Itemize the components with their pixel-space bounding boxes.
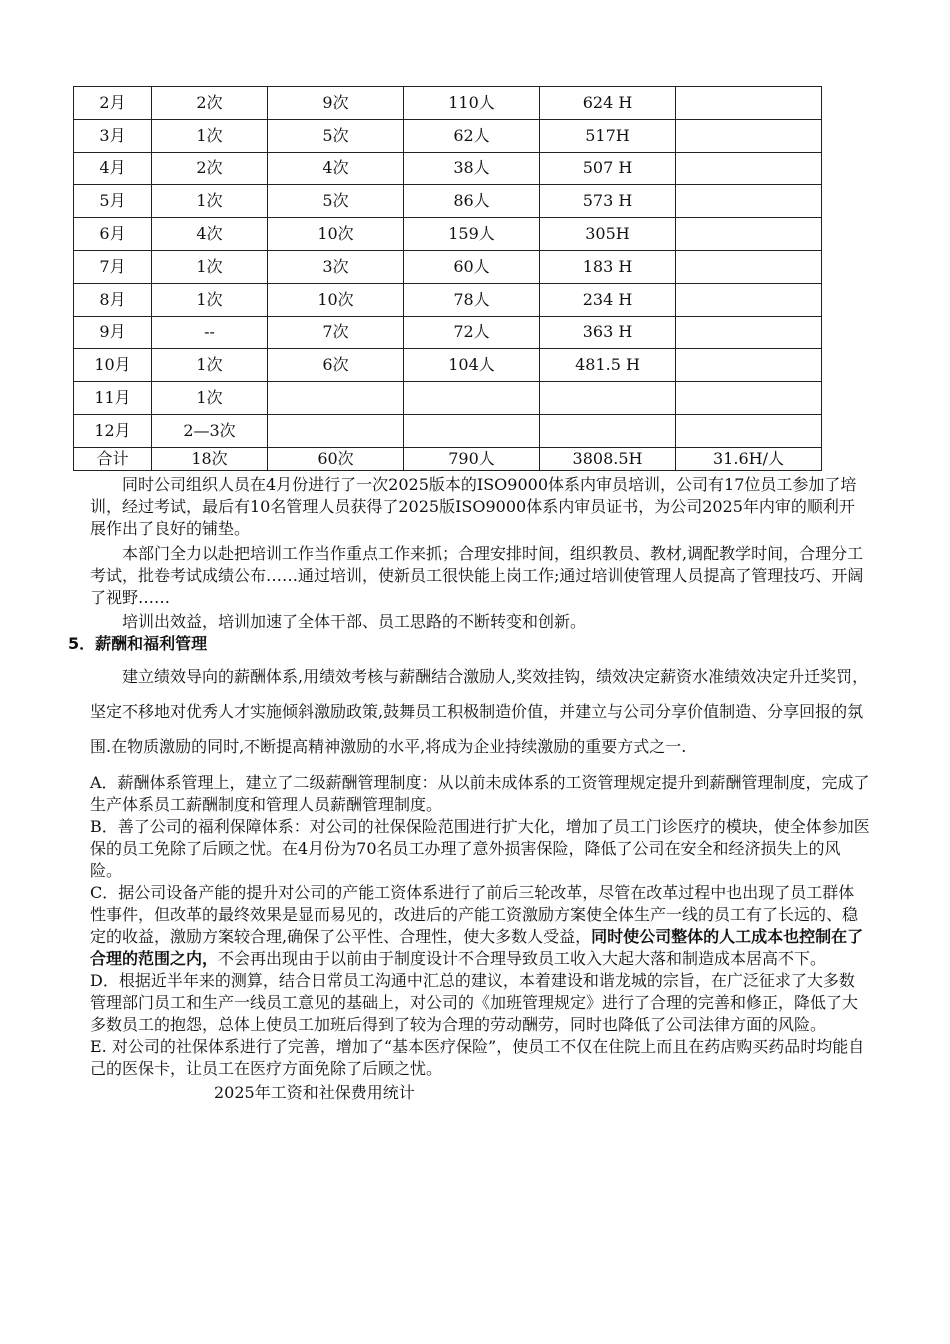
table-cell: 5次 (268, 185, 404, 218)
table-cell: 4次 (268, 152, 404, 185)
table-total-row (74, 447, 822, 470)
table-cell (404, 414, 540, 447)
table-row (74, 382, 822, 415)
paragraph-iso-training: 同时公司组织人员在4月份进行了一次2025版本的ISO9000体系内审员培训，公司有17位员工参加了培训，经过考试，最后有10名管理人员获得了2025版ISO9000体系内审员证书，为公司2025年内审的顺利开展作出了良好的铺垫。 (90, 475, 857, 538)
item-c (90, 882, 870, 970)
table-row (74, 87, 822, 120)
table-row (74, 316, 822, 349)
table-cell: 2—3次 (152, 414, 268, 447)
table-cell (676, 414, 822, 447)
table-cell: 6次 (268, 349, 404, 382)
item-d: D．根据近半年来的测算，结合日常员工沟通中汇总的建议，本着建设和谐龙城的宗旨，在广泛征求了大多数管理部门员工和生产一线员工意见的基础上，对公司的《加班管理规定》进行了合理的完善和修正，降低了大多数员工的抱怨，总体上使员工加班后得到了较为合理的劳动酬劳，同时也降低了公司法律方面的风险。 (90, 971, 859, 1034)
table-cell: 2月 (74, 87, 152, 120)
table-cell: 60次 (268, 447, 404, 470)
table-cell: 7次 (268, 316, 404, 349)
item-c-tail: 不会再出现由于以前由于制度设计不合理导致员工收入大起大落和制造成本居高不下。 (218, 949, 827, 968)
table-cell: 1次 (152, 349, 268, 382)
table-row (74, 119, 822, 152)
table-cell: 1次 (152, 185, 268, 218)
item-e: E. 对公司的社保体系进行了完善，增加了“基本医疗保险”，使员工不仅在住院上而且在药店购买药品时均能自己的医保卡，让员工在医疗方面免除了后顾之忧。 (90, 1037, 865, 1078)
item-b: B．善了公司的福利保障体系：对公司的社保保险范围进行扩大化，增加了员工门诊医疗的模块，使全体参加医保的员工免除了后顾之忧。在4月份为70名员工办理了意外损害保险，降低了公司在安全和经济损失上的风险。 (90, 817, 870, 880)
paragraph-training-work: 本部门全力以赴把培训工作当作重点工作来抓；合理安排时间，组织教员、教材,调配教学时间，合理分工考试，批卷考试成绩公布……通过培训，使新员工很快能上岗工作;通过培训使管理人员提高了管理技巧、开阔了视野…… (90, 544, 864, 607)
table-cell: 78人 (404, 283, 540, 316)
table-cell: -- (152, 316, 268, 349)
table-row (74, 185, 822, 218)
table-cell: 3月 (74, 119, 152, 152)
table-cell (676, 87, 822, 120)
table-cell (676, 250, 822, 283)
table-cell (268, 382, 404, 415)
table-cell: 507 H (540, 152, 676, 185)
table-cell: 10次 (268, 283, 404, 316)
table-cell (676, 283, 822, 316)
table-cell: 9次 (268, 87, 404, 120)
table-cell: 31.6H/人 (676, 447, 822, 470)
table-row (74, 250, 822, 283)
table-cell: 104人 (404, 349, 540, 382)
table-cell: 305H (540, 218, 676, 251)
table-cell: 1次 (152, 382, 268, 415)
table-cell: 159人 (404, 218, 540, 251)
table-cell: 5月 (74, 185, 152, 218)
table-cell (676, 382, 822, 415)
section-heading-compensation: 5．薪酬和福利管理 (68, 634, 208, 653)
table-cell: 9月 (74, 316, 152, 349)
table-cell: 8月 (74, 283, 152, 316)
item-c-text: C．据公司设备产能的提升对公司的产能工资体系进行了前后三轮改革，尽管在改革过程中也出现了员工群体性事件，但改革的最终效果是显而易见的，改进后的产能工资激励方案使全体生产一线的员工有了长远的、稳定的收益，激励方案较合理,确保了公平性、合理性，使大多数人受益， (90, 883, 859, 946)
item-c-bold-text: 同时使公司整体的人工成本也控制在了合理的范围之内， (90, 927, 864, 968)
report-body (68, 474, 870, 1104)
table-row (74, 414, 822, 447)
table-cell: 60人 (404, 250, 540, 283)
table-cell (676, 316, 822, 349)
table-row (74, 283, 822, 316)
table-cell: 110人 (404, 87, 540, 120)
table-row (74, 152, 822, 185)
table-cell: 517H (540, 119, 676, 152)
table-cell: 62人 (404, 119, 540, 152)
table-row (74, 349, 822, 382)
table-cell: 7月 (74, 250, 152, 283)
table-cell: 合计 (74, 447, 152, 470)
table-cell: 1次 (152, 250, 268, 283)
table-cell: 363 H (540, 316, 676, 349)
training-stats-table (73, 86, 822, 471)
table-cell (404, 382, 540, 415)
table-cell: 624 H (540, 87, 676, 120)
table-cell: 12月 (74, 414, 152, 447)
training-table-body (74, 87, 822, 471)
table-caption-salary: 2025年工资和社保费用统计 (214, 1083, 415, 1102)
table-cell: 183 H (540, 250, 676, 283)
table-cell (676, 152, 822, 185)
table-cell: 234 H (540, 283, 676, 316)
table-cell: 10月 (74, 349, 152, 382)
table-cell: 4次 (152, 218, 268, 251)
table-cell (676, 185, 822, 218)
table-cell: 790人 (404, 447, 540, 470)
table-cell: 4月 (74, 152, 152, 185)
table-cell: 1次 (152, 119, 268, 152)
table-cell (676, 218, 822, 251)
item-a: A．薪酬体系管理上，建立了二级薪酬管理制度：从以前未成体系的工资管理规定提升到薪酬管理制度，完成了生产体系员工薪酬制度和管理人员薪酬管理制度。 (90, 773, 870, 814)
table-cell: 573 H (540, 185, 676, 218)
table-cell (676, 349, 822, 382)
table-cell: 18次 (152, 447, 268, 470)
table-row (74, 218, 822, 251)
table-cell: 5次 (268, 119, 404, 152)
table-cell (540, 382, 676, 415)
table-cell: 6月 (74, 218, 152, 251)
table-cell: 3808.5H (540, 447, 676, 470)
table-cell (268, 414, 404, 447)
table-cell (540, 414, 676, 447)
table-cell: 86人 (404, 185, 540, 218)
table-cell: 3次 (268, 250, 404, 283)
table-cell: 1次 (152, 283, 268, 316)
paragraph-training-benefit: 培训出效益，培训加速了全体干部、员工思路的不断转变和创新。 (122, 612, 587, 631)
table-cell: 38人 (404, 152, 540, 185)
table-cell (676, 119, 822, 152)
table-cell: 72人 (404, 316, 540, 349)
table-cell: 10次 (268, 218, 404, 251)
table-cell: 2次 (152, 152, 268, 185)
table-cell: 2次 (152, 87, 268, 120)
table-cell: 481.5 H (540, 349, 676, 382)
table-cell: 11月 (74, 382, 152, 415)
paragraph-compensation-system: 建立绩效导向的薪酬体系,用绩效考核与薪酬结合激励人,奖效挂钩，绩效决定薪资水准绩效决定升迁奖罚，坚定不移地对优秀人才实施倾斜激励政策,鼓舞员工积极制造价值，并建立与公司分享价值制造、分享回报的氛围.在物质激励的同时,不断提高精神激励的水平,将成为企业持续激励的重要方式之一. (90, 667, 869, 756)
